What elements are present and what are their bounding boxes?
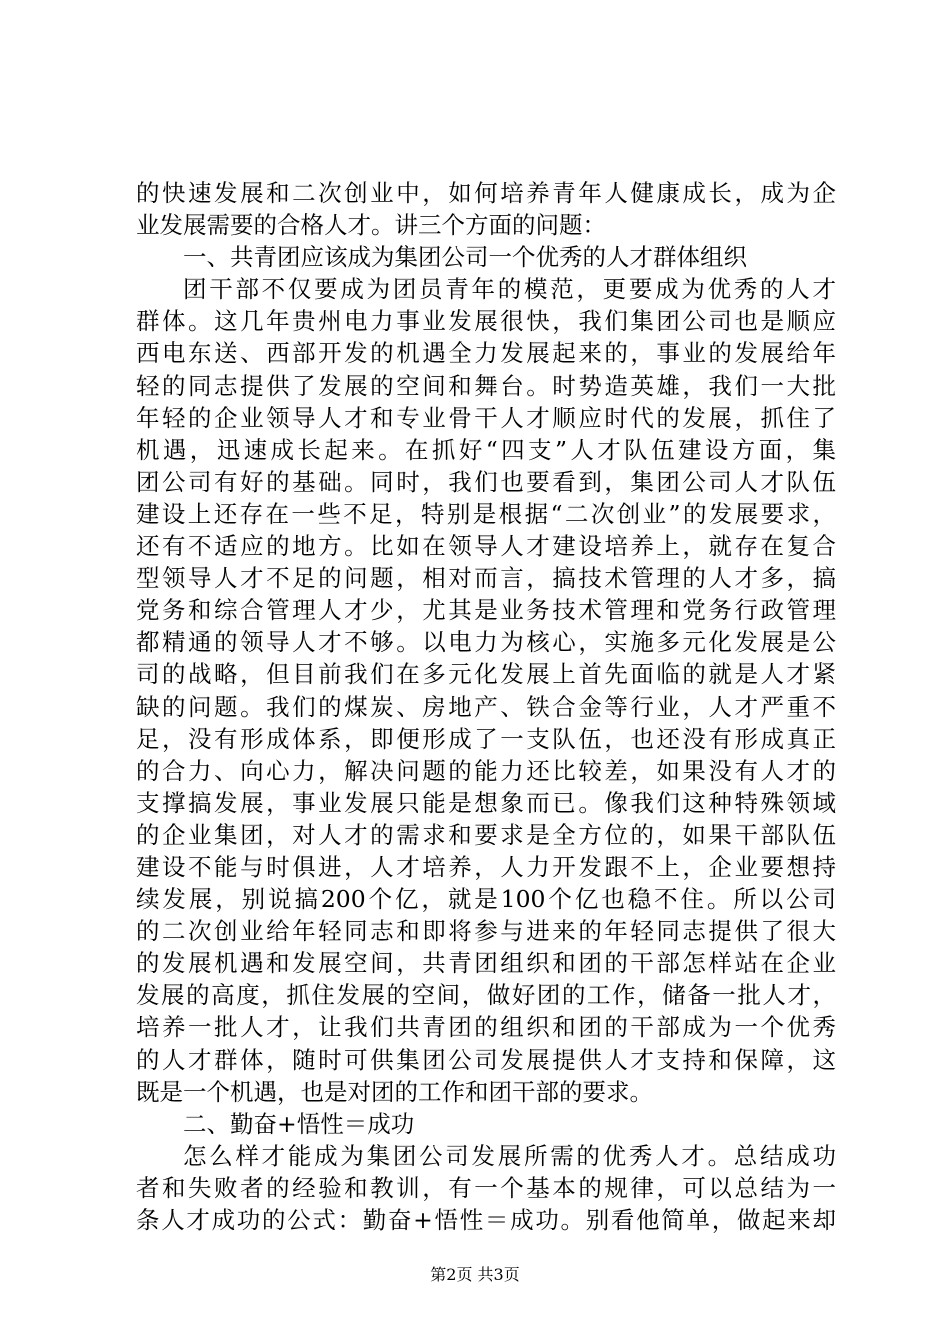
text-line: 建设不能与时俱进，人才培养，人力开发跟不上，企业要想持 bbox=[136, 852, 836, 881]
text-line: 怎么样才能成为集团公司发展所需的优秀人才。总结成功 bbox=[183, 1141, 836, 1170]
text-line: 还有不适应的地方。比如在领导人才建设培养上，就存在复合 bbox=[136, 532, 836, 561]
text-line: 群体。这几年贵州电力事业发展很快，我们集团公司也是顺应 bbox=[136, 307, 836, 336]
text-line: 的二次创业给年轻同志和即将参与进来的年轻同志提供了很大 bbox=[136, 917, 836, 946]
text-line: 机遇，迅速成长起来。在抓好“四支”人才队伍建设方面，集 bbox=[136, 435, 836, 464]
page-footer bbox=[0, 1265, 950, 1285]
text-line: 党务和综合管理人才少，尤其是业务技术管理和党务行政管理 bbox=[136, 596, 836, 625]
text-line: 者和失败者的经验和教训，有一个基本的规律，可以总结为一 bbox=[136, 1173, 836, 1202]
text-line: 的企业集团，对人才的需求和要求是全方位的，如果干部队伍 bbox=[136, 820, 836, 849]
text-line: 的快速发展和二次创业中，如何培养青年人健康成长，成为企 bbox=[136, 179, 836, 207]
section-heading: 二、勤奋+悟性＝成功 bbox=[183, 1109, 415, 1138]
page-number: 第2页 共3页 bbox=[430, 1265, 520, 1284]
text-line: 的人才群体，随时可供集团公司发展提供人才支持和保障，这 bbox=[136, 1045, 836, 1074]
text-line: 既是一个机遇，也是对团的工作和团干部的要求。 bbox=[136, 1077, 653, 1106]
text-line: 缺的问题。我们的煤炭、房地产、铁合金等行业，人才严重不 bbox=[136, 692, 836, 721]
text-line: 的合力、向心力，解决问题的能力还比较差，如果没有人才的 bbox=[136, 756, 836, 785]
text-line: 司的战略，但目前我们在多元化发展上首先面临的就是人才紧 bbox=[136, 660, 836, 689]
text-line: 西电东送、西部开发的机遇全力发展起来的，事业的发展给年 bbox=[136, 339, 836, 368]
text-line: 业发展需要的合格人才。讲三个方面的问题： bbox=[136, 211, 606, 240]
text-line: 团公司有好的基础。同时，我们也要看到，集团公司人才队伍 bbox=[136, 467, 836, 496]
text-line: 型领导人才不足的问题，相对而言，搞技术管理的人才多，搞 bbox=[136, 564, 836, 593]
text-line: 的发展机遇和发展空间，共青团组织和团的干部怎样站在企业 bbox=[136, 949, 836, 978]
text-line: 发展的高度，抓住发展的空间，做好团的工作，储备一批人才， bbox=[136, 981, 836, 1010]
text-line: 都精通的领导人才不够。以电力为核心，实施多元化发展是公 bbox=[136, 628, 836, 657]
body-text bbox=[136, 177, 836, 1236]
section-heading: 一、共青团应该成为集团公司一个优秀的人才群体组织 bbox=[183, 243, 747, 272]
text-line: 续发展，别说搞200个亿，就是100个亿也稳不住。所以公司 bbox=[136, 885, 836, 914]
text-line: 条人才成功的公式：勤奋+悟性＝成功。别看他简单，做起来却 bbox=[136, 1206, 836, 1234]
text-line: 支撑搞发展，事业发展只能是想象而已。像我们这种特殊领域 bbox=[136, 788, 836, 817]
text-line: 年轻的企业领导人才和专业骨干人才顺应时代的发展，抓住了 bbox=[136, 403, 836, 432]
text-line: 团干部不仅要成为团员青年的模范，更要成为优秀的人才 bbox=[183, 275, 836, 304]
text-line: 建设上还存在一些不足，特别是根据“二次创业”的发展要求， bbox=[136, 499, 836, 528]
text-line: 足，没有形成体系，即便形成了一支队伍，也还没有形成真正 bbox=[136, 724, 836, 753]
text-line: 培养一批人才，让我们共青团的组织和团的干部成为一个优秀 bbox=[136, 1013, 836, 1042]
text-line: 轻的同志提供了发展的空间和舞台。时势造英雄，我们一大批 bbox=[136, 371, 836, 400]
